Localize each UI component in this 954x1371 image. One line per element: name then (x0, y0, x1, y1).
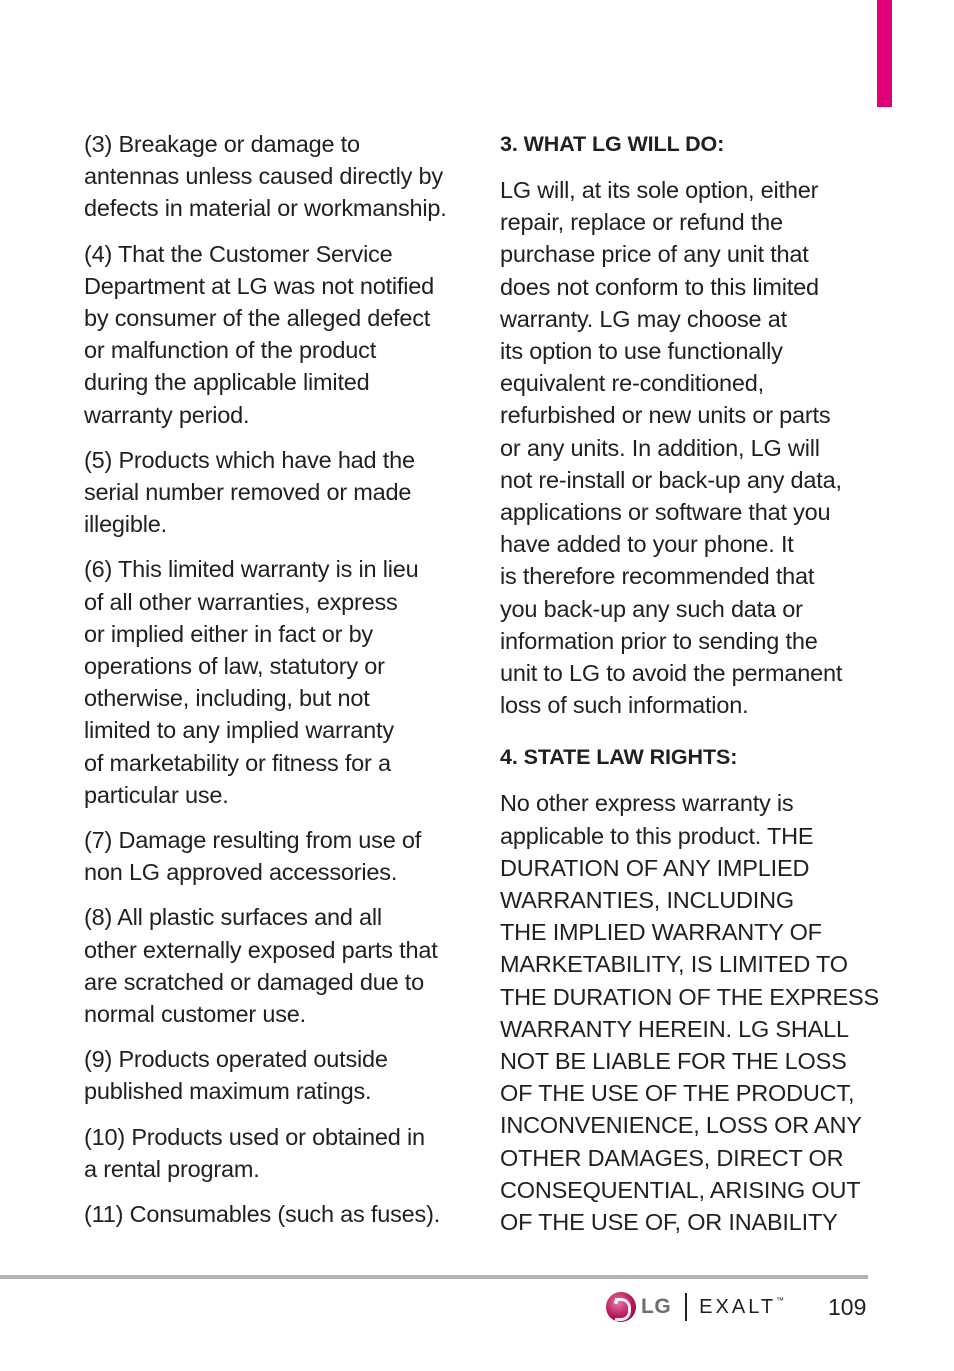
warranty-item-3: (3) Breakage or damage to antennas unless caused directly by defects in material or workmanship. (84, 131, 447, 222)
section-4-body: No other express warranty is applicable to this product. THE DURATION OF ANY IMPLIED WARRANTIES, INCLUDING THE IMPLIED WARRANTY OF MARKETABILITY, IS LIMITED TO THE DURATION OF THE EXPRESS WARRANTY HEREIN. LG SHALL NOT BE LIABLE FOR THE LOSS OF THE USE OF THE PRODUCT, INCONVENIENCE, LOSS OR ANY OTHER DAMAGES, DIRECT OR CONSEQUENTIAL, ARISING OUT OF THE USE OF, OR INABILITY (500, 790, 879, 1236)
warranty-item-11: (11) Consumables (such as fuses). (84, 1201, 441, 1228)
warranty-item-5: (5) Products which have had the serial number removed or made illegible. (84, 446, 415, 538)
lg-logo-icon (606, 1292, 636, 1322)
footer-divider (685, 1293, 687, 1321)
brand-name: LG (641, 1295, 672, 1318)
section-4-heading: 4. STATE LAW RIGHTS: (500, 745, 738, 770)
model-name: EXALT™ (699, 1295, 785, 1318)
section-3-heading: 3. WHAT LG WILL DO: (500, 132, 725, 156)
footer-rule (0, 1275, 868, 1279)
warranty-item-4: (4) That the Customer Service Department at LG was not notified by consumer of the alleged defect or malfunction of the product during the applicable limited warranty period. (84, 240, 435, 428)
left-column (84, 128, 459, 1243)
section-tab-marker (877, 0, 892, 107)
section-3-body: LG will, at its sole option, either repair, replace or refund the purchase price of any unit that does not conform to this limited warranty. LG may choose at its option to use functionally equivalent re-conditioned, refurbished or new units or parts or any units. In addition, LG will not re-install or back-up any data, applications or software that you have added to your phone. It is therefore recommended that you back-up any such data or information prior to sending the unit to LG to avoid the permanent loss of such information. (500, 177, 843, 719)
warranty-item-10: (10) Products used or obtained in a rental program. (84, 1123, 425, 1182)
footer-branding (606, 1290, 784, 1324)
page-number: 109 (828, 1294, 867, 1320)
warranty-item-8: (8) All plastic surfaces and all other externally exposed parts that are scratched or damaged due to normal customer use. (84, 904, 438, 1028)
warranty-item-9: (9) Products operated outside published maximum ratings. (84, 1046, 388, 1105)
warranty-item-7: (7) Damage resulting from use of non LG approved accessories. (84, 827, 422, 886)
warranty-item-6: (6) This limited warranty is in lieu of all other warranties, express or implied either in fact or by operations of law, statutory or otherwise, including, but not limited to any implied warranty of marketability or fitness for a particular use. (84, 556, 419, 808)
right-column (500, 128, 880, 1238)
